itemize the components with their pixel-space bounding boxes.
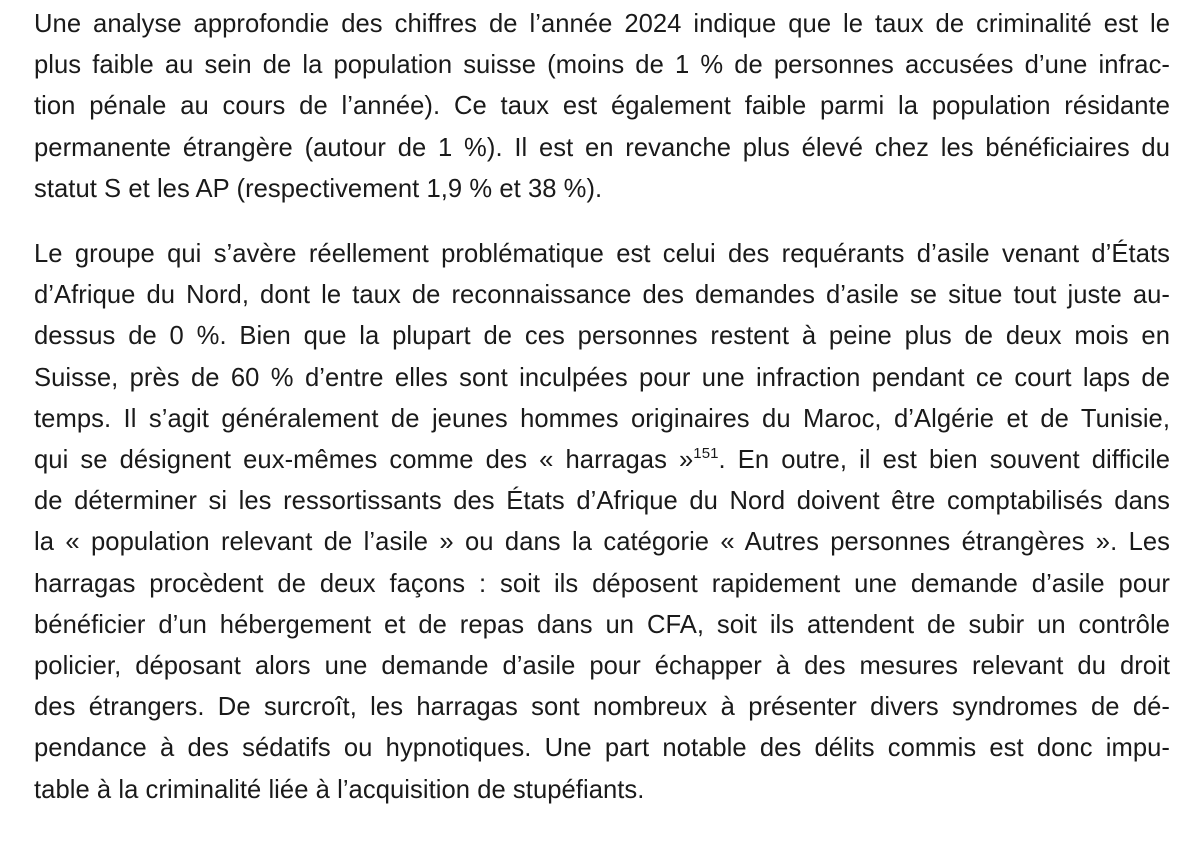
text-line: tion pénale au cours de l’année). Ce taux est également faible parmi la population résidante [34, 92, 1170, 121]
text-line: dessus de 0 %. Bien que la plupart de ces personnes restent à peine plus de deux mois en [34, 322, 1170, 351]
footnote-reference[interactable]: 151 [693, 445, 719, 463]
text-line: Le groupe qui s’avère réellement problématique est celui des requérants d’asile venant d’États [34, 240, 1170, 269]
text-line: la « population relevant de l’asile » ou dans la catégorie « Autres personnes étrangères ». Les [34, 528, 1170, 557]
text-line: pendance à des sédatifs ou hypnotiques. Une part notable des délits commis est donc impu- [34, 734, 1170, 763]
paragraph-2 [34, 234, 1170, 811]
text-line: temps. Il s’agit généralement de jeunes hommes originaires du Maroc, d’Algérie et de Tunisie, [34, 404, 1170, 433]
text-line: plus faible au sein de la population suisse (moins de 1 % de personnes accusées d’une infrac- [34, 51, 1170, 80]
text-line-with-footnote [34, 440, 1170, 481]
text-line: Une analyse approfondie des chiffres de l’année 2024 indique que le taux de criminalité est le [34, 10, 1170, 38]
text-line: table à la criminalité liée à l’acquisition de stupéfiants. [34, 775, 645, 804]
text-line: d’Afrique du Nord, dont le taux de reconnaissance des demandes d’asile se situe tout juste au- [34, 281, 1170, 310]
text-line: Suisse, près de 60 % d’entre elles sont inculpées pour une infraction pendant ce court laps de [34, 363, 1170, 392]
text-line: policier, déposant alors une demande d’asile pour échapper à des mesures relevant du droit [34, 652, 1170, 681]
paragraph-1 [34, 4, 1170, 210]
text-line: permanente étrangère (autour de 1 %). Il est en revanche plus élevé chez les bénéficiaires du [34, 133, 1170, 162]
text-line: harragas procèdent de deux façons : soit ils déposent rapidement une demande d’asile pour [34, 569, 1170, 598]
footnote-line-text-after: . En outre, il est bien souvent difficile [718, 446, 1170, 475]
text-line: de déterminer si les ressortissants des États d’Afrique du Nord doivent être comptabilisés dans [34, 487, 1170, 516]
footnote-line-text-before: qui se désignent eux-mêmes comme des « harragas » [34, 446, 694, 475]
text-line: bénéficier d’un hébergement et de repas dans un CFA, soit ils attendent de subir un contrôle [34, 610, 1170, 639]
text-line: des étrangers. De surcroît, les harragas sont nombreux à présenter divers syndromes de dé- [34, 693, 1170, 722]
document-body [34, 4, 1170, 811]
text-line: statut S et les AP (respectivement 1,9 % et 38 %). [34, 174, 603, 203]
